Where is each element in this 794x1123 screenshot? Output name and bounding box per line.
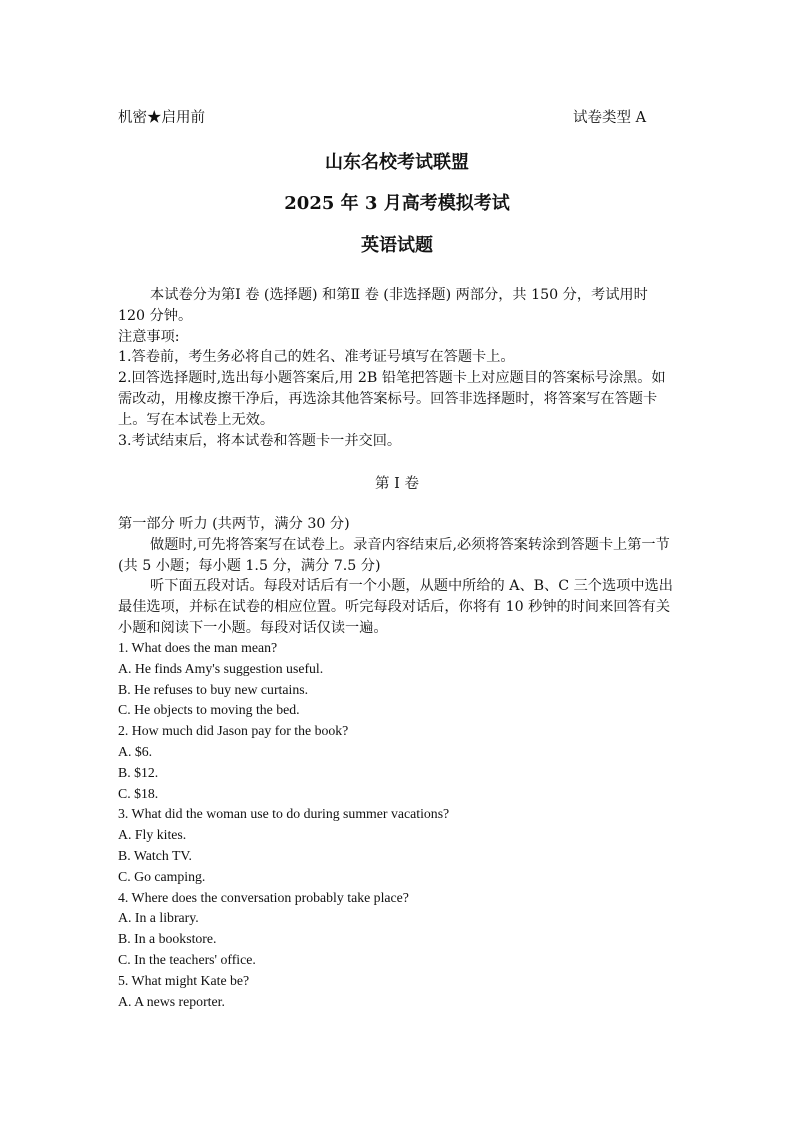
notice-item-3: 3.考试结束后，将本试卷和答题卡一并交回。 xyxy=(118,432,402,449)
listening-section xyxy=(118,514,678,639)
section-directions: 听下面五段对话。每段对话后有一个小题，从题中所给的 A、B、C 三个选项中选出最佳选项，并标在试卷的相应位置。听完每段对话后，你将有 10 秒钟的时间来回答有关小题和阅读下一小题。每段对话仅读一遍。 xyxy=(118,578,673,636)
answer-option: A. In a library. xyxy=(118,910,199,926)
answer-option: A. He finds Amy's suggestion useful. xyxy=(118,660,324,676)
subject-title: 英语试题 xyxy=(361,235,433,256)
question-text: 3. What did the woman use to do during summer vacations? xyxy=(118,806,450,822)
answer-option: C. In the teachers' office. xyxy=(118,951,256,967)
answer-option: C. $18. xyxy=(118,785,159,801)
answer-option: A. $6. xyxy=(118,743,153,759)
part-heading: 第一部分 听力 (共两节，满分 30 分) xyxy=(118,516,350,532)
question-list xyxy=(118,638,678,1012)
question-text: 1. What does the man mean? xyxy=(118,640,278,655)
confidential-label: 机密★启用前 xyxy=(118,110,205,126)
section-instruction: 做题时,可先将答案写在试卷上。录音内容结束后,必须将答案转涂到答题卡上第一节 (共 5 小题；每小题 1.5 分，满分 7.5 分) xyxy=(118,536,670,574)
answer-option: A. Fly kites. xyxy=(118,827,187,843)
answer-option: B. In a bookstore. xyxy=(118,931,217,947)
organization-title: 山东名校考试联盟 xyxy=(325,152,469,173)
answer-option: C. He objects to moving the bed. xyxy=(118,702,300,718)
paper-structure-paragraph: 本试卷分为第Ⅰ 卷 (选择题) 和第Ⅱ 卷 (非选择题) 两部分，共 150 分，考试用时 120 分钟。 xyxy=(118,287,648,324)
answer-option: B. Watch TV. xyxy=(118,847,193,863)
question-text: 4. Where does the conversation probably take place? xyxy=(118,889,409,905)
paper-type-label: 试卷类型 A xyxy=(573,110,647,126)
answer-option: C. Go camping. xyxy=(118,868,206,884)
question-text: 2. How much did Jason pay for the book? xyxy=(118,723,349,739)
volume-heading: 第 I 卷 xyxy=(375,476,419,492)
notice-item-1: 1.答卷前，考生务必将自己的姓名、准考证号填写在答题卡上。 xyxy=(118,349,515,366)
notice-item-2: 2.回答选择题时,选出每小题答案后,用 2B 铅笔把答题卡上对应题目的答案标号涂黑。如需改动，用橡皮擦干净后，再选涂其他答案标号。回答非选择题时，将答案写在答题卡上。写在本试卷上无效。 xyxy=(118,370,666,428)
exam-title: 2025 年 3 月高考模拟考试 xyxy=(284,193,510,214)
answer-option: A. A news reporter. xyxy=(118,993,225,1009)
question-text: 5. What might Kate be? xyxy=(118,972,250,988)
instructions-block xyxy=(118,285,678,451)
answer-option: B. $12. xyxy=(118,764,159,780)
answer-option: B. He refuses to buy new curtains. xyxy=(118,681,309,697)
notice-heading: 注意事项: xyxy=(118,328,180,345)
